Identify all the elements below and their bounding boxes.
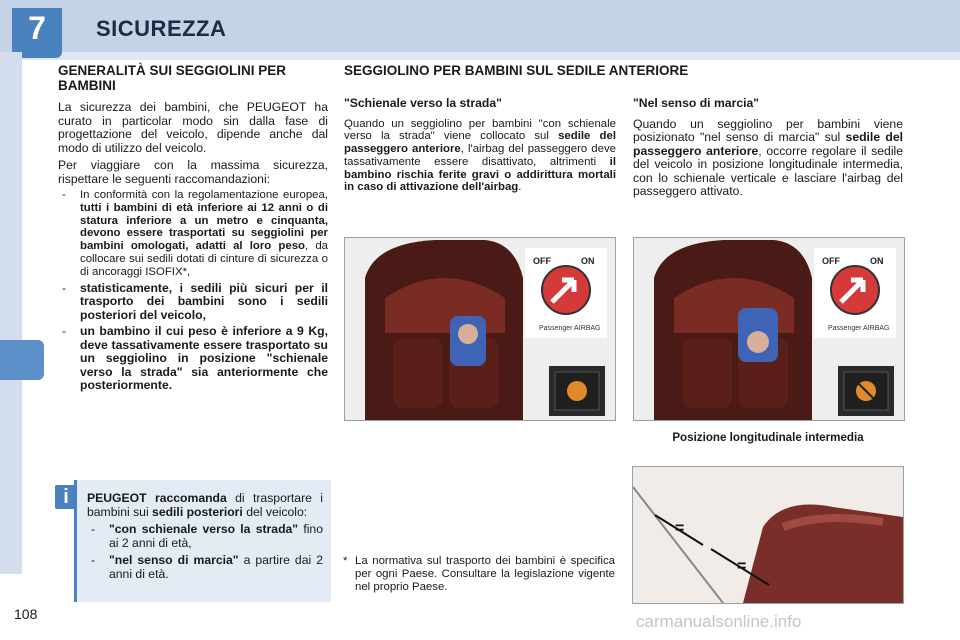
svg-text:=: = xyxy=(675,520,685,537)
airbag-warning-icon xyxy=(567,381,587,401)
right-section-heading-wrap xyxy=(344,63,904,78)
rear-facing-column xyxy=(344,97,616,194)
info-lead: PEUGEOT raccomanda di trasportare i bambini sui sedili posteriori del veicolo: xyxy=(87,491,323,519)
svg-text:OFF: OFF xyxy=(533,256,551,266)
page-title: SICUREZZA xyxy=(96,16,227,41)
chapter-number: 7 xyxy=(28,10,46,46)
paragraph-recommend: Per viaggiare con la massima sicurezza, rispettare le seguenti raccomandazioni: xyxy=(58,158,328,186)
bullet-1-bold: tutti i bambini di età inferiore ai 12 anni o di statura inferiore a un metro e cinquanta, devono essere trasportati su seggiolini per bambini omologati, adatti al loro peso xyxy=(80,201,328,253)
left-margin-strip xyxy=(0,52,22,574)
bullet-2-text: statisticamente, i sedili più sicuri per il trasporto dei bambini sono i sedili posteriori del veicolo, xyxy=(80,280,328,322)
seat-diagram xyxy=(633,467,903,603)
footnote-mark: * xyxy=(343,555,348,567)
car-illustration-rear-facing xyxy=(344,237,616,421)
car-interior-image xyxy=(345,238,615,420)
car-interior-image-2 xyxy=(634,238,904,420)
footnote xyxy=(343,555,615,593)
left-column xyxy=(58,63,328,393)
header-underline xyxy=(22,52,960,60)
svg-text:ON: ON xyxy=(581,256,595,266)
bullet-2: - statisticamente, i sedili più sicuri per il trasporto dei bambini sono i sedili posteriori del veicolo, xyxy=(62,280,328,322)
svg-text:=: = xyxy=(737,558,747,575)
info-box xyxy=(74,480,331,602)
seat-position-illustration xyxy=(632,466,904,604)
bullet-1-post: , da collocare sui sedili dotati di cinture di sicurezza o di ancoraggi ISOFIX*, xyxy=(80,240,328,278)
watermark: carmanualsonline.info xyxy=(636,612,802,631)
bullet-3: - un bambino il cui peso è inferiore a 9 Kg, deve tassativamente essere trasportato su un seggiolino in posizione "schienale verso la strada" sia anteriormente che posteriormente. xyxy=(62,324,328,393)
forward-facing-text: Quando un seggiolino per bambini viene posizionato "nel senso di marcia" sul sedile del passeggero anteriore, occorre regolare il sedile del veicolo in posizione longitudinale intermedia, con lo schienale verticale e lasciare l'airbag del passeggero attivato. xyxy=(633,116,904,198)
rear-facing-title: "Schienale verso la strada" xyxy=(344,96,502,110)
svg-text:Passenger AIRBAG: Passenger AIRBAG xyxy=(539,325,601,332)
car-illustration-forward-facing xyxy=(633,237,905,421)
svg-text:Passenger AIRBAG: Passenger AIRBAG xyxy=(828,325,890,332)
section-heading-general: GENERALITÀ SUI SEGGIOLINI PER BAMBINI xyxy=(58,63,287,93)
forward-facing-title: "Nel senso di marcia" xyxy=(633,96,760,110)
footnote-text: La normativa sul trasporto dei bambini è specifica per ogni Paese. Consultare la legislazione vigente nel proprio Paese. xyxy=(355,555,615,593)
info-item-1: - "con schienale verso la strada" fino ai 2 anni di età, xyxy=(91,522,323,550)
rear-facing-text: Quando un seggiolino per bambini "con schienale verso la strada" viene collocato sul sedile del passeggero anteriore, l'airbag del passeggero deve tassativamente essere disattivato, altrimenti il bambino rischia ferite gravi o addirittura mortali in caso di attivazione dell'airbag. xyxy=(344,117,616,194)
bullet-1: - In conformità con la regolamentazione europea, tutti i bambini di età inferiore ai 12 anni o di statura inferiore a un metro e cinquanta, devono essere trasportati su seggiolini per bambini omologati, adatti al loro peso, da collocare sui sedili dotati di cinture di sicurezza o di ancoraggi ISOFIX*, xyxy=(62,189,328,278)
forward-facing-column xyxy=(633,97,903,199)
svg-text:OFF: OFF xyxy=(822,256,840,266)
chapter-marker xyxy=(0,340,44,380)
page-number: 108 xyxy=(14,606,38,622)
bullet-3-text: un bambino il cui peso è inferiore a 9 Kg, deve tassativamente essere trasportato su un seggiolino in posizione "schienale verso la strada" sia anteriormente che posteriormente. xyxy=(80,324,328,393)
section-heading-front-seat: SEGGIOLINO PER BAMBINI SUL SEDILE ANTERIORE xyxy=(344,63,689,78)
paragraph-intro: La sicurezza dei bambini, che PEUGEOT ha curato in particolar modo sin dalla fase di progettazione del veicolo, dipende anche dal modo di utilizzo del veicolo. xyxy=(58,100,328,155)
info-icon: i xyxy=(55,485,77,509)
svg-text:ON: ON xyxy=(870,256,884,266)
bullet-1-pre: In conformità con la regolamentazione europea, xyxy=(80,189,328,201)
image-caption: Posizione longitudinale intermedia xyxy=(672,431,864,444)
info-item-2: - "nel senso di marcia" a partire dai 2 anni di età. xyxy=(91,553,323,581)
